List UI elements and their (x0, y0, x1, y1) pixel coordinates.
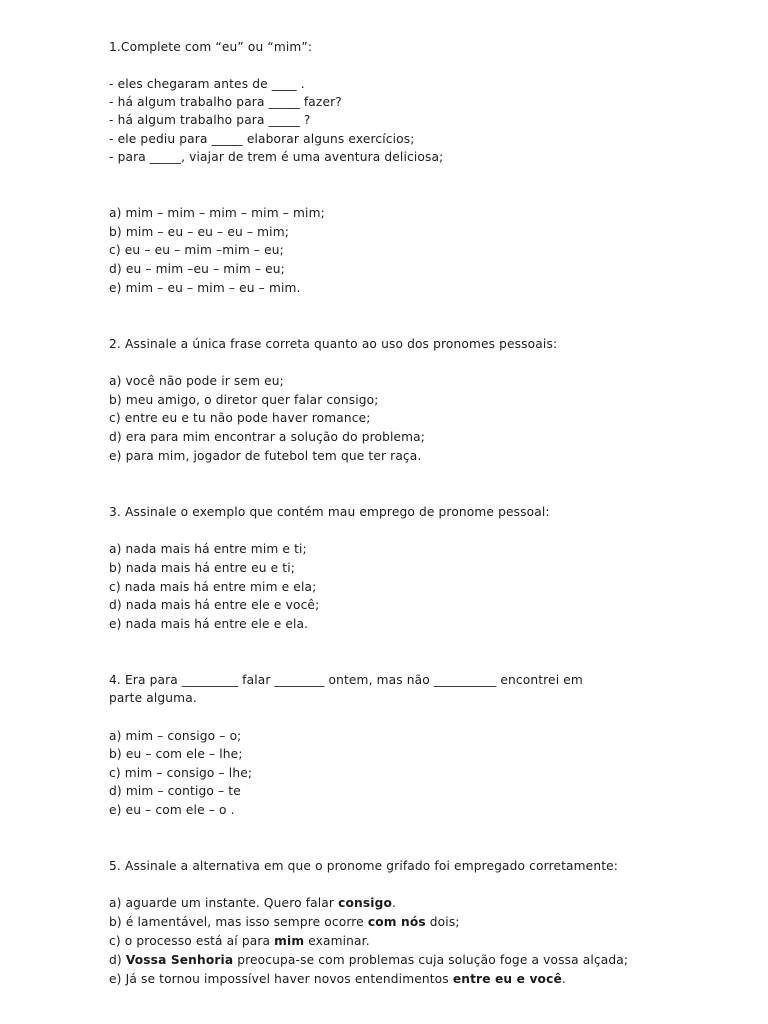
q1-sentence-5: - para _____, viajar de trem é uma aventura deliciosa; (109, 150, 444, 164)
q4-title-line-1: 4. Era para _________ falar ________ ontem, mas não __________ encontrei em (109, 673, 583, 687)
q3-title: 3. Assinale o exemplo que contém mau emprego de pronome pessoal: (109, 505, 550, 519)
q5-c-highlight: mim (274, 934, 305, 948)
q1-sentence-2: - há algum trabalho para _____ fazer? (109, 95, 342, 109)
q4-option-c: c) mim – consigo – lhe; (109, 766, 253, 780)
q5-b-highlight: com nós (367, 915, 426, 929)
q3-option-a: a) nada mais há entre mim e ti; (109, 542, 307, 556)
q5-e-highlight: entre eu e você (452, 972, 562, 986)
q1-title: 1.Complete com “eu” ou “mim”: (109, 40, 313, 54)
q1-sentence-4: - ele pediu para _____ elaborar alguns exercícios; (109, 132, 415, 146)
q4-option-e: e) eu – com ele – o . (109, 803, 235, 817)
q4-option-d: d) mim – contigo – te (109, 784, 241, 798)
q5-d-highlight: Vossa Senhoria (125, 953, 234, 967)
q1-option-e: e) mim – eu – mim – eu – mim. (109, 281, 301, 295)
q5-a-highlight: consigo (338, 896, 392, 910)
q3-option-c: c) nada mais há entre mim e ela; (109, 580, 317, 594)
q1-sentence-1: - eles chegaram antes de ____ . (109, 77, 305, 91)
q4-option-b: b) eu – com ele – lhe; (109, 747, 243, 761)
q5-option-c: c) o processo está aí para mim examinar. (109, 934, 370, 948)
q1-option-a: a) mim – mim – mim – mim – mim; (109, 206, 325, 220)
q1-option-b: b) mim – eu – eu – eu – mim; (109, 225, 289, 239)
q2-title: 2. Assinale a única frase correta quanto ao uso dos pronomes pessoais: (109, 337, 558, 351)
q3-option-b: b) nada mais há entre eu e ti; (109, 561, 296, 575)
q1-sentence-3: - há algum trabalho para _____ ? (109, 113, 311, 127)
q5-title: 5. Assinale a alternativa em que o pronome grifado foi empregado corretamente: (109, 859, 619, 873)
q2-option-a: a) você não pode ir sem eu; (109, 374, 284, 388)
q2-option-e: e) para mim, jogador de futebol tem que ter raça. (109, 449, 422, 463)
q4-option-a: a) mim – consigo – o; (109, 729, 242, 743)
q5-option-d: d) Vossa Senhoria preocupa-se com problemas cuja solução foge a vossa alçada; (109, 953, 629, 967)
q2-option-c: c) entre eu e tu não pode haver romance; (109, 411, 371, 425)
q2-option-d: d) era para mim encontrar a solução do problema; (109, 430, 426, 444)
q5-option-e: e) Já se tornou impossível haver novos entendimentos entre eu e você. (109, 972, 566, 986)
q3-option-e: e) nada mais há entre ele e ela. (109, 617, 309, 631)
q3-option-d: d) nada mais há entre ele e você; (109, 598, 320, 612)
q2-option-b: b) meu amigo, o diretor quer falar consigo; (109, 393, 379, 407)
q5-option-a: a) aguarde um instante. Quero falar consigo. (109, 896, 397, 910)
q1-option-c: c) eu – eu – mim –mim – eu; (109, 243, 284, 257)
q5-option-b: b) é lamentável, mas isso sempre ocorre com nós dois; (109, 915, 460, 929)
q1-option-d: d) eu – mim –eu – mim – eu; (109, 262, 285, 276)
q4-title-line-2: parte alguma. (109, 691, 197, 705)
